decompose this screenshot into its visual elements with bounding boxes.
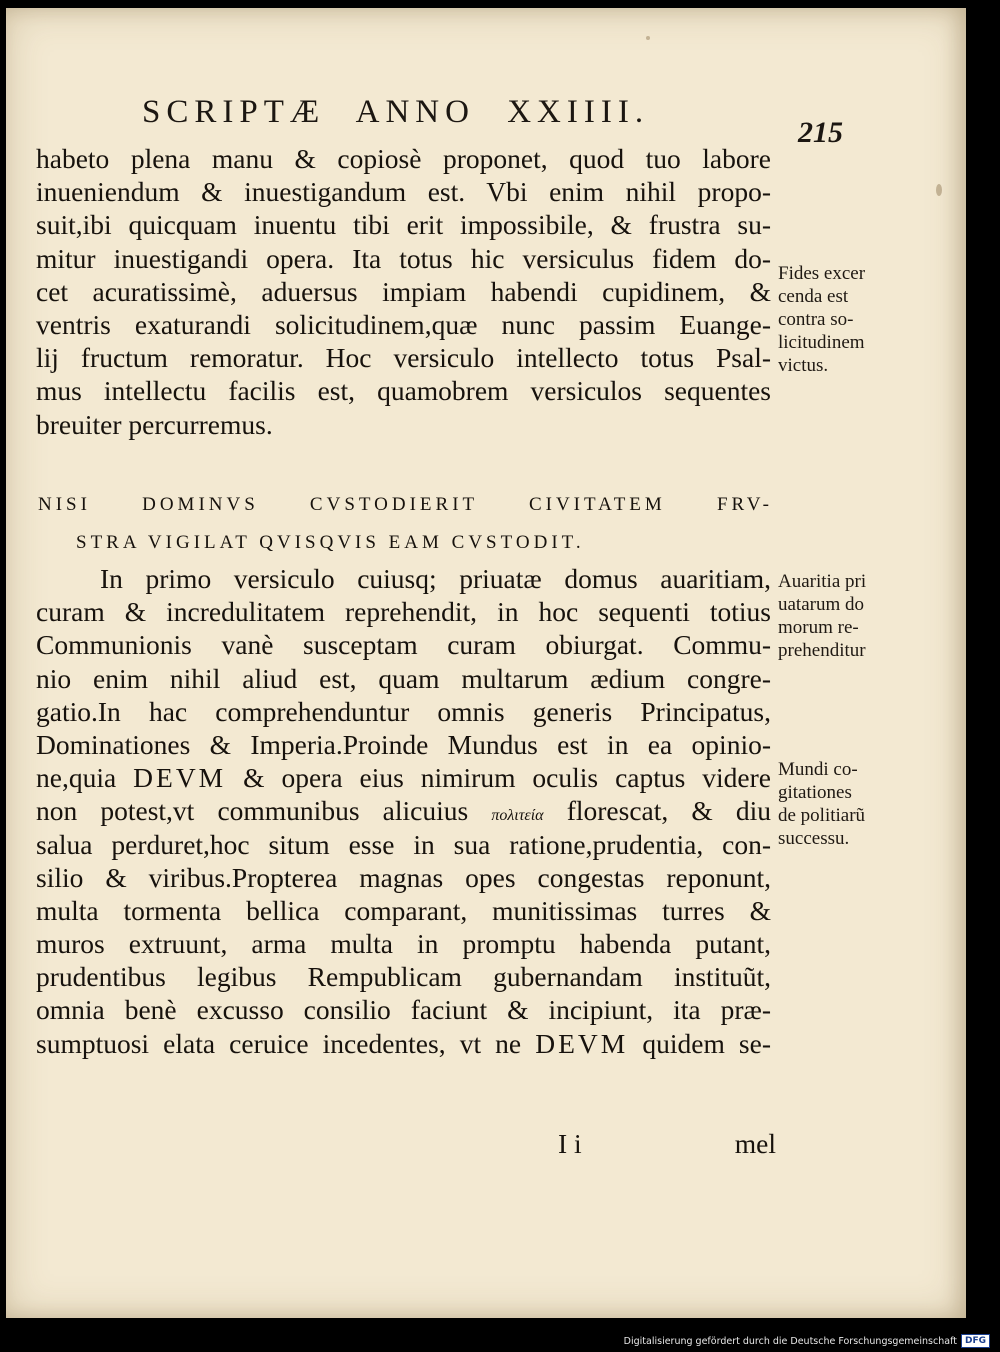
text-line: salua perduret,hoc situm esse in sua ratione,prudentia, con-	[36, 828, 771, 860]
text-span: florescat, & diu	[566, 795, 771, 827]
greek-word: πολιτεία	[491, 807, 544, 825]
paper-stain	[936, 184, 942, 196]
text-line: Communionis vanè susceptam curam obiurgat. Commu-	[36, 629, 771, 661]
psalm-verse-heading	[38, 486, 773, 562]
heading-line: STRA VIGILAT QVISQVIS EAM CVSTODIT.	[76, 532, 585, 553]
margin-note-line: cenda est	[778, 286, 849, 307]
text-line: gatio.In hac comprehenduntur omnis generis Principatus,	[36, 695, 771, 727]
margin-note-line: gitationes	[778, 782, 852, 803]
text-line: habeto plena manu & copiosè proponet, quod tuo labore	[36, 143, 771, 174]
margin-note-line: Mundi co-	[778, 759, 858, 780]
text-line: omnia benè excusso consilio faciunt & incipiunt, ita præ-	[36, 994, 771, 1026]
catchword: mel	[734, 1128, 776, 1159]
text-span: non potest,vt communibus alicuius	[36, 795, 469, 827]
margin-note-line: uatarum do	[778, 594, 865, 615]
text-line: prudentibus legibus Rempublicam gubernandam instituũt,	[36, 961, 771, 993]
text-line: lij fructum remoratur. Hoc versiculo intellecto totus Psal-	[36, 342, 771, 374]
text-line: multa tormenta bellica comparant, munitissimas turres &	[36, 894, 771, 926]
text-line: curam & incredulitatem reprehendit, in hoc sequenti totius	[36, 596, 771, 628]
text-line: In primo versiculo cuiusq; priuatæ domus auaritiam,	[100, 563, 771, 594]
margin-note-faith	[778, 262, 928, 377]
text-line: breuiter percurremus.	[36, 408, 273, 440]
paragraph-2	[36, 562, 771, 1060]
margin-note-line: successu.	[778, 828, 850, 849]
paragraph-1	[36, 142, 771, 441]
text-line	[36, 1027, 771, 1060]
margin-note-line: Fides excer	[778, 263, 866, 284]
small-caps-word: DEVM	[535, 1027, 629, 1059]
dfg-logo: DFG	[961, 1334, 990, 1348]
text-line: suit,ibi quicquam inuentu tibi erit impossibile, & frustra su-	[36, 209, 771, 241]
paper-stain	[646, 36, 650, 40]
small-caps-word: DEVM	[133, 762, 227, 794]
text-span: sumptuosi elata ceruice incedentes, vt ne	[36, 1027, 522, 1059]
text-line: mitur inuestigandi opera. Ita totus hic versiculus fidem do-	[36, 242, 771, 274]
text-line: mus intellectu facilis est, quamobrem versiculos sequentes	[36, 375, 771, 407]
text-line: ventris exaturandi solicitudinem,quæ nunc passim Euange-	[36, 308, 771, 340]
margin-note-line: victus.	[778, 355, 829, 376]
margin-note-line: morum re-	[778, 617, 859, 638]
margin-note-world	[778, 758, 928, 850]
text-line: muros extruunt, arma multa in promptu habenda putant,	[36, 928, 771, 960]
margin-note-line: Auaritia pri	[778, 571, 867, 592]
text-line: nio enim nihil aliud est, quam multarum ædium congre-	[36, 662, 771, 694]
footer-credit: Digitalisierung gefördert durch die Deutsche Forschungsgemeinschaft	[623, 1335, 957, 1347]
signature-mark: I i	[558, 1128, 582, 1159]
text-line: cet acuratissimè, aduersus impiam habendi cupidinem, &	[36, 275, 771, 307]
heading-line: NISI DOMINVS CVSTODIERIT CIVITATEM FRV-	[38, 494, 773, 515]
book-page	[6, 8, 966, 1318]
text-line	[36, 761, 771, 794]
text-span: & opera eius nimirum oculis captus videre	[243, 762, 771, 794]
margin-note-line: prehenditur	[778, 640, 866, 661]
margin-note-line: licitudinem	[778, 332, 865, 353]
text-line: inueniendum & inuestigandum est. Vbi enim nihil propo-	[36, 176, 771, 208]
margin-note-line: contra so-	[778, 309, 854, 330]
text-line: Dominationes & Imperia.Proinde Mundus est in ea opinio-	[36, 728, 771, 760]
page-number: 215	[798, 116, 843, 149]
text-span: ne,quia	[36, 762, 117, 794]
text-line	[36, 794, 771, 827]
margin-note-avarice	[778, 570, 928, 662]
running-header: SCRIPTÆ ANNO XXIIII.	[142, 94, 650, 130]
text-line: silio & viribus.Propterea magnas opes congestas reponunt,	[36, 861, 771, 893]
margin-note-line: de politiarũ	[778, 805, 866, 826]
text-span: quidem se-	[642, 1027, 771, 1059]
digitization-footer	[624, 1334, 990, 1348]
